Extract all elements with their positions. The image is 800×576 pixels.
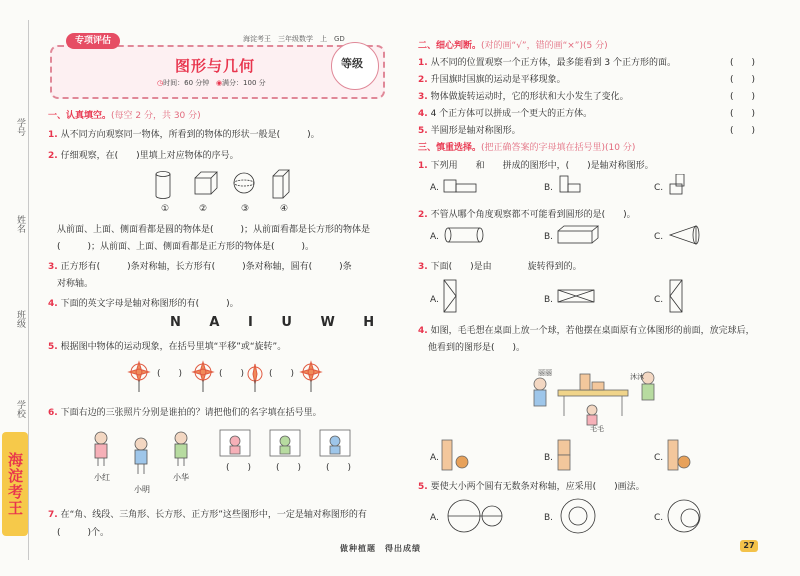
fig-label-2: ② xyxy=(199,204,208,214)
cube-icon xyxy=(195,172,217,194)
class-label: 班级 xyxy=(15,310,25,328)
judge-4: 4. 4 个正方体可以拼成一个更大的正方体。 xyxy=(418,109,593,119)
footer-slogan: 做种植题 得出成绩 xyxy=(340,544,421,553)
name-maomao: 毛毛 xyxy=(590,425,604,433)
child-lili-icon xyxy=(534,378,546,406)
svg-text:( ): ( ) xyxy=(157,369,183,379)
question-1: 1. 从不同方向观察同一物体，所看到的物体的形状一般是( )。 xyxy=(48,130,320,140)
section-3-heading: 三、慎重选择。(把正确答案的字母填在括号里)(10 分) xyxy=(418,143,636,153)
cuboid-icon xyxy=(273,170,289,198)
q2-solids-figure xyxy=(145,168,305,208)
choice-2-options-figure xyxy=(418,223,708,251)
fig-label-4: ④ xyxy=(280,204,289,214)
svg-text:B.: B. xyxy=(544,295,554,305)
clock-icon: ◷ xyxy=(157,79,164,87)
choice-5-options-figure xyxy=(418,496,718,536)
header-info: 海淀考王 三年级数学 上 GD xyxy=(243,35,345,43)
student-id-label: 学号 xyxy=(15,118,25,136)
svg-text:( ): ( ) xyxy=(269,369,295,379)
cuboid-on-table-icon xyxy=(580,374,604,390)
child-icon-3 xyxy=(175,432,187,466)
svg-text:A.: A. xyxy=(430,295,439,305)
judge-2: 2. 升国旗时国旗的运动是平移现象。 xyxy=(418,75,566,85)
child-icon-1 xyxy=(95,432,107,466)
choice-4-options-figure xyxy=(418,438,708,472)
q2-line-2: ( )；从前面、上面、侧面看都是正方形的物体是( )。 xyxy=(57,242,315,252)
svg-text:A.: A. xyxy=(430,232,439,242)
pinwheel-icon-3 xyxy=(248,364,262,392)
svg-text:C.: C. xyxy=(654,295,664,305)
circles-option-c xyxy=(668,500,700,532)
sphere-icon xyxy=(234,173,254,193)
svg-text:B.: B. xyxy=(544,453,554,463)
exam-meta: ◷时间：60 分钟 ◉满分：100 分 xyxy=(157,79,266,87)
svg-text:( ): ( ) xyxy=(326,463,352,473)
option-shape-c xyxy=(670,174,684,194)
cuboid-lying-icon xyxy=(558,226,598,243)
svg-text:A.: A. xyxy=(430,453,439,463)
page-title: 图形与几何 xyxy=(175,57,256,75)
svg-text:B.: B. xyxy=(544,232,554,242)
svg-text:C.: C. xyxy=(654,232,664,242)
question-5: 5. 根据图中物体的运动现象，在括号里填“平移”或“旋转”。 xyxy=(48,342,287,352)
judge-blank-2[interactable]: ( ) xyxy=(730,75,756,85)
view-option-c xyxy=(668,440,690,470)
q7-line-2: ( )个。 xyxy=(57,528,110,538)
name-xiaoming: 小明 xyxy=(134,485,150,494)
rotated-shape-b xyxy=(558,290,594,302)
choice-2: 2. 不管从哪个角度观察都不可能看到圆形的是( )。 xyxy=(418,210,636,220)
score-icon: ◉ xyxy=(215,79,223,87)
svg-text:C.: C. xyxy=(654,453,664,463)
q3-line-2: 对称轴。 xyxy=(57,279,94,289)
name-xiaohua: 小华 xyxy=(173,473,189,482)
question-6: 6. 下面右边的三张照片分别是谁拍的？请把他们的名字填在括号里。 xyxy=(48,408,322,418)
question-2: 2. 仔细观察，在( )里填上对应物体的序号。 xyxy=(48,151,239,161)
svg-text:( ): ( ) xyxy=(219,369,245,379)
pinwheel-icon-1 xyxy=(129,362,149,392)
choice-3: 3. 下面( )是由 旋转得到的。 xyxy=(418,262,582,272)
judge-blank-3[interactable]: ( ) xyxy=(730,92,756,102)
child-maomao-icon xyxy=(587,405,597,425)
view-option-b xyxy=(558,440,570,470)
q2-line-1: 从前面、上面、侧面看都是圆的物体是( )；从前面看都是长方形的物体是 xyxy=(57,225,371,235)
child-icon-2 xyxy=(135,438,147,474)
svg-text:C.: C. xyxy=(654,183,664,193)
grade-label: 等级 xyxy=(341,57,363,70)
option-shape-b xyxy=(560,176,580,192)
fig-label-1: ① xyxy=(161,204,170,214)
choice-5: 5. 要使大小两个圆有无数条对称轴，应采用( )画法。 xyxy=(418,482,645,492)
photo-icon-1 xyxy=(220,430,250,456)
pinwheel-icon-2 xyxy=(193,362,213,392)
q4-letters: N A I U W H xyxy=(170,315,387,330)
cone-icon xyxy=(670,226,699,244)
judge-blank-4[interactable]: ( ) xyxy=(730,109,756,119)
choice-4: 4. 如图，毛毛想在桌面上放一个球，若他摆在桌面原有立体图形的前面，放完球后， xyxy=(418,326,755,336)
cylinder-icon xyxy=(156,172,170,199)
choice-1: 1. 下列用 和 拼成的图形中，( )是轴对称图形。 xyxy=(418,161,654,171)
rotated-shape-a xyxy=(444,280,456,312)
judge-blank-5[interactable]: ( ) xyxy=(730,126,756,136)
page-number: 27 xyxy=(740,540,758,552)
circles-option-b xyxy=(561,499,595,533)
name-lili: 丽丽 xyxy=(538,369,552,377)
judge-3: 3. 物体做旋转运动时，它的形状和大小发生了变化。 xyxy=(418,92,629,102)
option-shape-a xyxy=(444,180,476,192)
circles-option-a xyxy=(448,500,502,532)
svg-text:A.: A. xyxy=(430,513,439,523)
judge-5: 5. 半圆形是轴对称图形。 xyxy=(418,126,521,136)
cylinder-lying-icon xyxy=(445,228,483,242)
pinwheel-icon-4 xyxy=(301,362,321,392)
assessment-tag: 专项评估 xyxy=(66,33,120,49)
name-xiaohong: 小红 xyxy=(94,473,110,482)
svg-text:B.: B. xyxy=(544,183,554,193)
svg-text:( ): ( ) xyxy=(276,463,302,473)
choice-3-options-figure xyxy=(418,276,708,316)
question-3: 3. 正方形有( )条对称轴，长方形有( )条对称轴，圆有( )条 xyxy=(48,262,352,272)
svg-text:B.: B. xyxy=(544,513,554,523)
question-4: 4. 下面的英文字母是轴对称图形的有( )。 xyxy=(48,299,239,309)
svg-text:C.: C. xyxy=(654,513,664,523)
binding-line xyxy=(28,20,29,560)
photo-icon-2 xyxy=(270,430,300,456)
school-label: 学校 xyxy=(15,400,25,418)
section-1-heading: 一、认真填空。(每空 2 分，共 30 分) xyxy=(48,111,201,121)
section-2-heading: 二、细心判断。(对的画“√”，错的画“×”)(5 分) xyxy=(418,41,608,51)
photo-icon-3 xyxy=(320,430,350,456)
q5-motion-figure xyxy=(125,358,325,394)
name-mumu: 沐沐 xyxy=(630,373,644,381)
brand-logo: 海淀考王 xyxy=(2,432,28,536)
judge-1: 1. 从不同的位置观察一个正方体，最多能看到 3 个正方形的面。 xyxy=(418,58,677,68)
name-label: 姓名 xyxy=(15,215,25,233)
svg-text:A.: A. xyxy=(430,183,439,193)
fig-label-3: ③ xyxy=(241,204,250,214)
view-option-a xyxy=(442,440,468,470)
choice-1-options-figure xyxy=(418,174,708,200)
q6-photos-figure xyxy=(85,428,365,488)
choice-4-line-2: 他看到的图形是( )。 xyxy=(428,343,526,353)
judge-blank-1[interactable]: ( ) xyxy=(730,58,756,68)
svg-text:( ): ( ) xyxy=(226,463,252,473)
rotated-shape-c xyxy=(670,280,682,312)
question-7: 7. 在“角、线段、三角形、长方形、正方形”这些图形中，一定是轴对称图形的有 xyxy=(48,510,367,520)
